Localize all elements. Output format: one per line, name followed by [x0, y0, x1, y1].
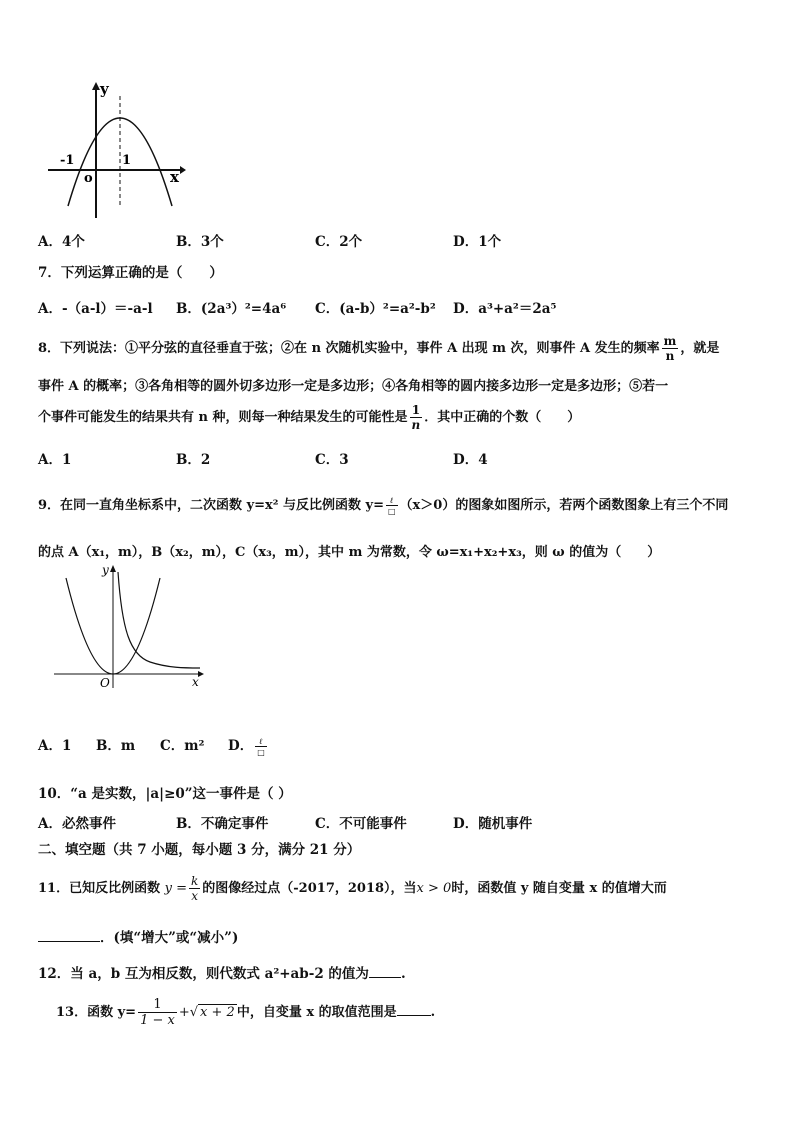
q9-option-d-label: D． — [228, 738, 254, 754]
q9-graph — [50, 560, 210, 690]
q11-func-lhs: y = — [164, 881, 187, 896]
q13-fraction — [138, 998, 177, 1027]
q10-option-a[interactable]: A．必然事件 — [38, 816, 116, 832]
q13-sqrt-content: x + 2 — [200, 1005, 235, 1020]
q8-frac2-num: 1 — [410, 404, 423, 418]
q8-option-d[interactable]: D．4 — [453, 452, 488, 468]
q6-option-d[interactable]: D．1个 — [453, 234, 502, 250]
q9-figure — [50, 560, 210, 690]
q13-answer-blank[interactable] — [397, 1003, 431, 1016]
q9-line2: 的点 A（x₁，m），B（x₂，m），C（x₃，m），其中 m 为常数，令 ω=x₁+x₂+x₃，则 ω 的值为（ ） — [38, 545, 661, 560]
q9-fraction-icon: $\frac{\text{ℓ}}{□}$ — [387, 495, 396, 516]
q11-line2 — [38, 926, 238, 946]
q9-line1-text: 9．在同一直角坐标系中，二次函数 y=x² 与反比例函数 y= — [38, 498, 384, 513]
parabola-figure — [44, 78, 189, 223]
q10-option-d[interactable]: D．随机事件 — [453, 816, 533, 832]
q8-line1-end: ，就是 — [680, 341, 720, 356]
q8-fraction-m-n — [662, 335, 679, 362]
q9-hyperbola-curve — [118, 572, 200, 668]
q11-condition: x > 0 — [416, 881, 452, 896]
q9-x-axis-arrow — [198, 671, 204, 677]
q12-line — [38, 962, 406, 982]
q13-frac-den: 1 − x — [140, 1013, 175, 1028]
y-axis-arrow — [92, 82, 100, 90]
q13-plus: + — [178, 1005, 190, 1020]
q7-option-c[interactable]: C．(a-b）²=a²-b² — [315, 301, 436, 317]
q12-end: . — [400, 966, 406, 982]
q9-option-d[interactable] — [228, 734, 269, 756]
q8-line2: 事件 A 的概率；③各角相等的圆外切多边形一定是多边形；④各角相等的圆内接多边形一定是多边形；⑤若一 — [38, 379, 669, 394]
q9-y-label: y — [102, 563, 109, 577]
q11-line1-text: 11．已知反比例函数 — [38, 881, 161, 896]
q7-option-b[interactable]: B．(2a³）²=4a⁶ — [176, 301, 287, 317]
q9-x-label: x — [192, 675, 199, 689]
fig1-one: 1 — [122, 153, 132, 168]
q8-frac-num: m — [663, 334, 677, 348]
q9-y-axis-arrow — [110, 565, 116, 572]
q9-option-a[interactable]: A．1 — [38, 738, 72, 754]
q11-line1 — [38, 875, 667, 902]
q7-stem: 7．下列运算正确的是（ ） — [38, 265, 223, 281]
q13-text-b: 中，自变量 x 的取值范围是 — [236, 1005, 397, 1020]
q12-answer-blank[interactable] — [369, 965, 401, 978]
q8-fraction-1-n — [410, 404, 423, 431]
q8-line1 — [38, 335, 719, 362]
q10-stem: 10．“a 是实数，|a|≥0”这一事件是（ ） — [38, 786, 292, 802]
q8-line3 — [38, 404, 580, 431]
q11-line2-text: ．(填“增大”或“减小”) — [100, 930, 239, 946]
q8-frac-den: n — [665, 349, 675, 363]
q10-option-c[interactable]: C．不可能事件 — [315, 816, 407, 832]
fig1-y-label: y — [100, 80, 109, 98]
q8-option-b[interactable]: B．2 — [176, 452, 211, 468]
q12-text: 12．当 a，b 互为相反数，则代数式 a²+ab-2 的值为 — [38, 966, 369, 982]
q13-line — [56, 998, 435, 1027]
q11-frac-num: k — [191, 874, 199, 888]
q9-option-c[interactable]: C．m² — [160, 738, 205, 754]
q11-line1-middle: 的图像经过点（-2017，2018），当 — [202, 881, 417, 896]
q13-end: . — [430, 1005, 436, 1020]
q9-line1 — [38, 494, 728, 515]
x-axis-arrow — [180, 166, 186, 174]
q9-option-b[interactable]: B．m — [96, 738, 136, 754]
q11-fraction-k-x — [189, 875, 200, 902]
q10-option-b[interactable]: B．不确定事件 — [176, 816, 269, 832]
q9-option-d-fraction-icon: $\frac{\text{ℓ}}{□}$ — [257, 736, 265, 757]
q11-frac-den: x — [191, 889, 199, 903]
q11-answer-blank[interactable] — [38, 929, 100, 942]
q6-option-b[interactable]: B．3个 — [176, 234, 224, 250]
q7-option-a[interactable]: A．-（a-l）＝-a-l — [38, 301, 153, 317]
q8-line3-text: 个事件可能发生的结果共有 n 种，则每一种结果发生的可能性是 — [38, 410, 408, 425]
q13-frac-num: 1 — [138, 998, 177, 1013]
q8-frac2-den: n — [411, 418, 421, 432]
q13-sqrt-sign: √ — [189, 1005, 199, 1020]
q6-option-c[interactable]: C．2个 — [315, 234, 363, 250]
q13-text: 13．函数 y= — [56, 1005, 137, 1020]
q8-option-a[interactable]: A．1 — [38, 452, 72, 468]
q11-line1-end: 时，函数值 y 随自变量 x 的值增大而 — [451, 881, 667, 896]
fig1-origin: o — [84, 171, 93, 186]
parabola-graph — [44, 78, 189, 223]
q7-option-d[interactable]: D．a³+a²＝2a⁵ — [453, 301, 557, 317]
section-2-heading: 二、填空题（共 7 小题，每小题 3 分，满分 21 分） — [38, 842, 361, 858]
q8-line3-end: ．其中正确的个数（ ） — [424, 410, 581, 425]
q8-option-c[interactable]: C．3 — [315, 452, 349, 468]
q9-line1-end: （x＞0）的图象如图所示，若两个函数图象上有三个不同 — [399, 498, 729, 513]
q9-origin: O — [100, 676, 110, 690]
fig1-x-label: x — [170, 168, 179, 186]
fig1-neg-one: -1 — [60, 153, 75, 168]
q8-line1-text: 8．下列说法：①平分弦的直径垂直于弦；②在 n 次随机实验中，事件 A 出现 m 次，则事件 A 发生的频率 — [38, 341, 660, 356]
q6-option-a[interactable]: A．4个 — [38, 234, 85, 250]
